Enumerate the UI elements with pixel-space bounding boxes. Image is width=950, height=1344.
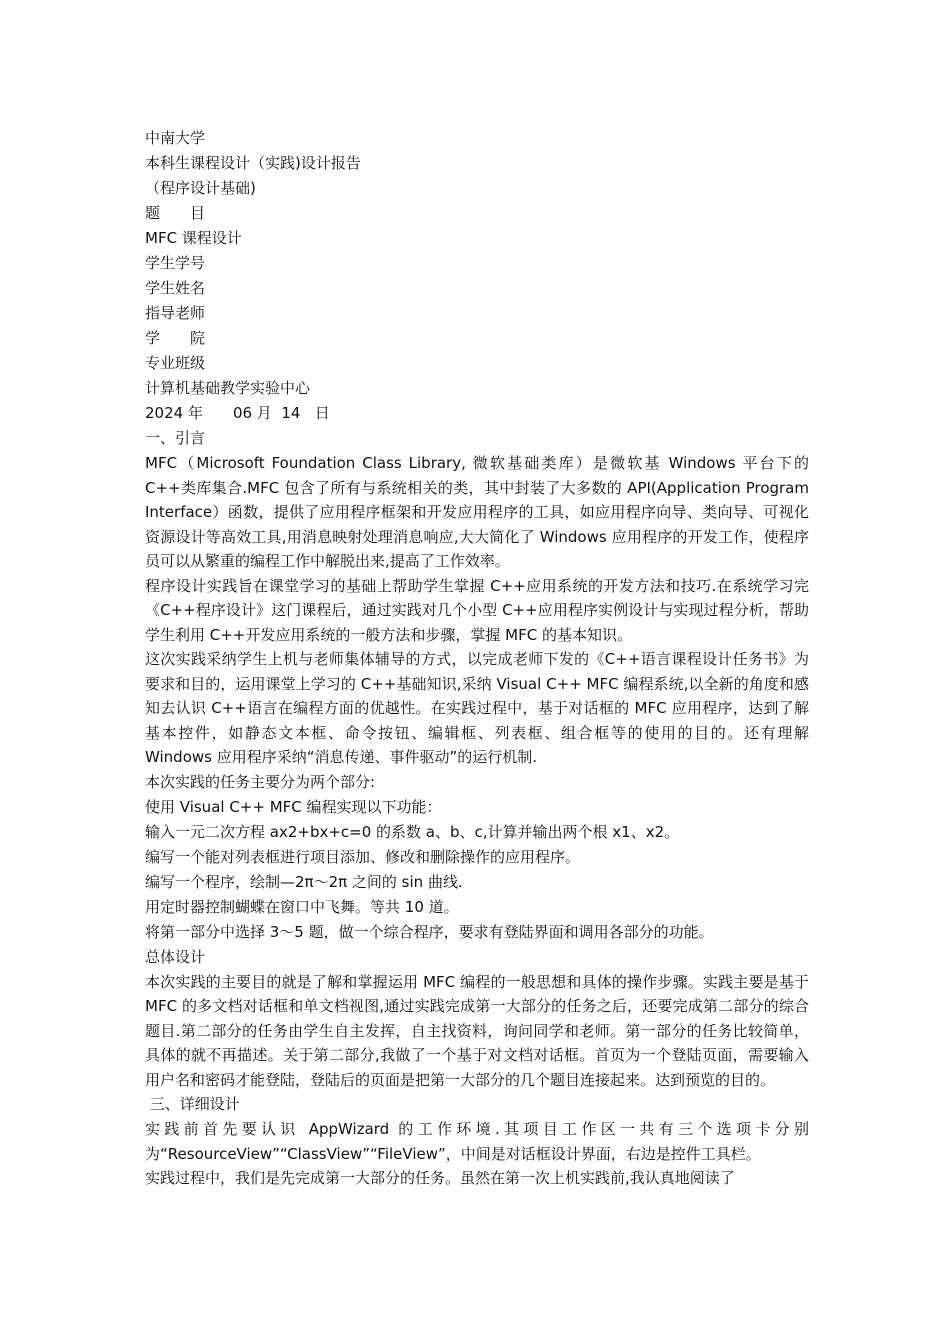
topic-label: 题 目 (145, 204, 206, 222)
student-name-label: 学生姓名 (145, 279, 206, 297)
detail-design-paragraph-2: 实践过程中，我们是先完成第一大部分的任务。虽然在第一次上机实践前,我认真地阅读了 (145, 1169, 735, 1187)
intro-paragraph-2: 程序设计实践旨在课堂学习的基础上帮助学生掌握 C++应用系统的开发方法和技巧.在系统学习完《C++程序设计》这门课程后，通过实践对几个小型 C++应用程序实例设计与实现过程分析，帮助学生利用 C++开发应用系统的一般方法和步骤，掌握 MFC 的基本知识。 (145, 576, 809, 644)
report-title: 本科生课程设计（实践)设计报告 (145, 154, 361, 172)
document-page (145, 126, 809, 1191)
intro-paragraph-3: 这次实践采纳学生上机与老师集体辅导的方式，以完成老师下发的《C++语言课程设计任务书》为要求和目的，运用课堂上学习的 C++基础知识,采纳 Visual C++ MFC 编程系统,以全新的角度和感知去认识 C++语言在编程方面的优越性。在实践过程中，基于对话框的 MFC 应用程序，达到了解基本控件，如静态文本框、命令按钮、编辑框、列表框、组合框等的使用的目的。还有理解 Windows 应用程序采纳“消息传递、事件驱动”的运行机制. (145, 650, 809, 766)
detail-design-paragraph-1: 实践前首先要认识 AppWizard 的工作环境.其项目工作区一共有三个选项卡分别为“ResourceView”“ClassView”“FileView”，中间是对话框设计界面，右边是控件工具栏。 (145, 1120, 809, 1163)
report-date: 2024 年 06 月 14 日 (145, 404, 330, 422)
advisor-label: 指导老师 (145, 304, 206, 322)
overall-design-heading: 总体设计 (145, 947, 206, 966)
university-name: 中南大学 (145, 129, 206, 147)
task-item-3: 编写一个程序，绘制—2π～2π 之间的 sin 曲线. (145, 872, 463, 891)
class-label: 专业班级 (145, 354, 206, 372)
task-intro: 本次实践的任务主要分为两个部分: (145, 772, 376, 791)
college-label: 学 院 (145, 329, 206, 347)
task-item-1: 输入一元二次方程 ax2+bx+c=0 的系数 a、b、c,计算并输出两个根 x1、x2。 (145, 822, 680, 841)
intro-heading: 一、引言 (145, 429, 206, 447)
task-item-2: 编写一个能对列表框进行项目添加、修改和删除操作的应用程序。 (145, 847, 581, 866)
topic-value: MFC 课程设计 (145, 229, 242, 247)
task-part-1: 使用 Visual C++ MFC 编程实现以下功能： (145, 797, 442, 816)
course-name: （程序设计基础) (145, 179, 256, 197)
detail-design-heading: 三、详细设计 (145, 1095, 240, 1113)
task-item-4: 用定时器控制蝴蝶在窗口中飞舞。等共 10 道。 (145, 897, 459, 916)
student-id-label: 学生学号 (145, 254, 206, 272)
overall-design-paragraph: 本次实践的主要目的就是了解和掌握运用 MFC 编程的一般思想和具体的操作步骤。实践主要是基于 MFC 的多文档对话框和单文档视图,通过实践完成第一大部分的任务之后，还要完成第二部分的综合题目.第二部分的任务由学生自主发挥，自主找资料，询问同学和老师。第一部分的任务比较简单，具体的就不再描述。关于第二部分,我做了一个基于对文档对话框。首页为一个登陆页面，需要输入用户名和密码才能登陆，登陆后的页面是把第一大部分的几个题目连接起来。达到预览的目的。 (145, 972, 809, 1089)
task-item-5: 将第一部分中选择 3～5 题，做一个综合程序，要求有登陆界面和调用各部分的功能。 (145, 922, 714, 941)
intro-paragraph-1: MFC（Microsoft Foundation Class Library, 微软基础类库）是微软基 Windows 平台下的 C++类库集合.MFC 包含了所有与系统相关的类，其中封装了大多数的 API(Application Program Interface）函数，提供了应用程序框架和开发应用程序的工具，如应用程序向导、类向导、可视化资源设计等高效工具,用消息映射处理消息响应,大大简化了 Windows 应用程序的开发工作，使程序员可以从繁重的编程工作中解脱出来,提高了工作效率。 (145, 454, 809, 570)
center-name: 计算机基础教学实验中心 (145, 379, 311, 397)
